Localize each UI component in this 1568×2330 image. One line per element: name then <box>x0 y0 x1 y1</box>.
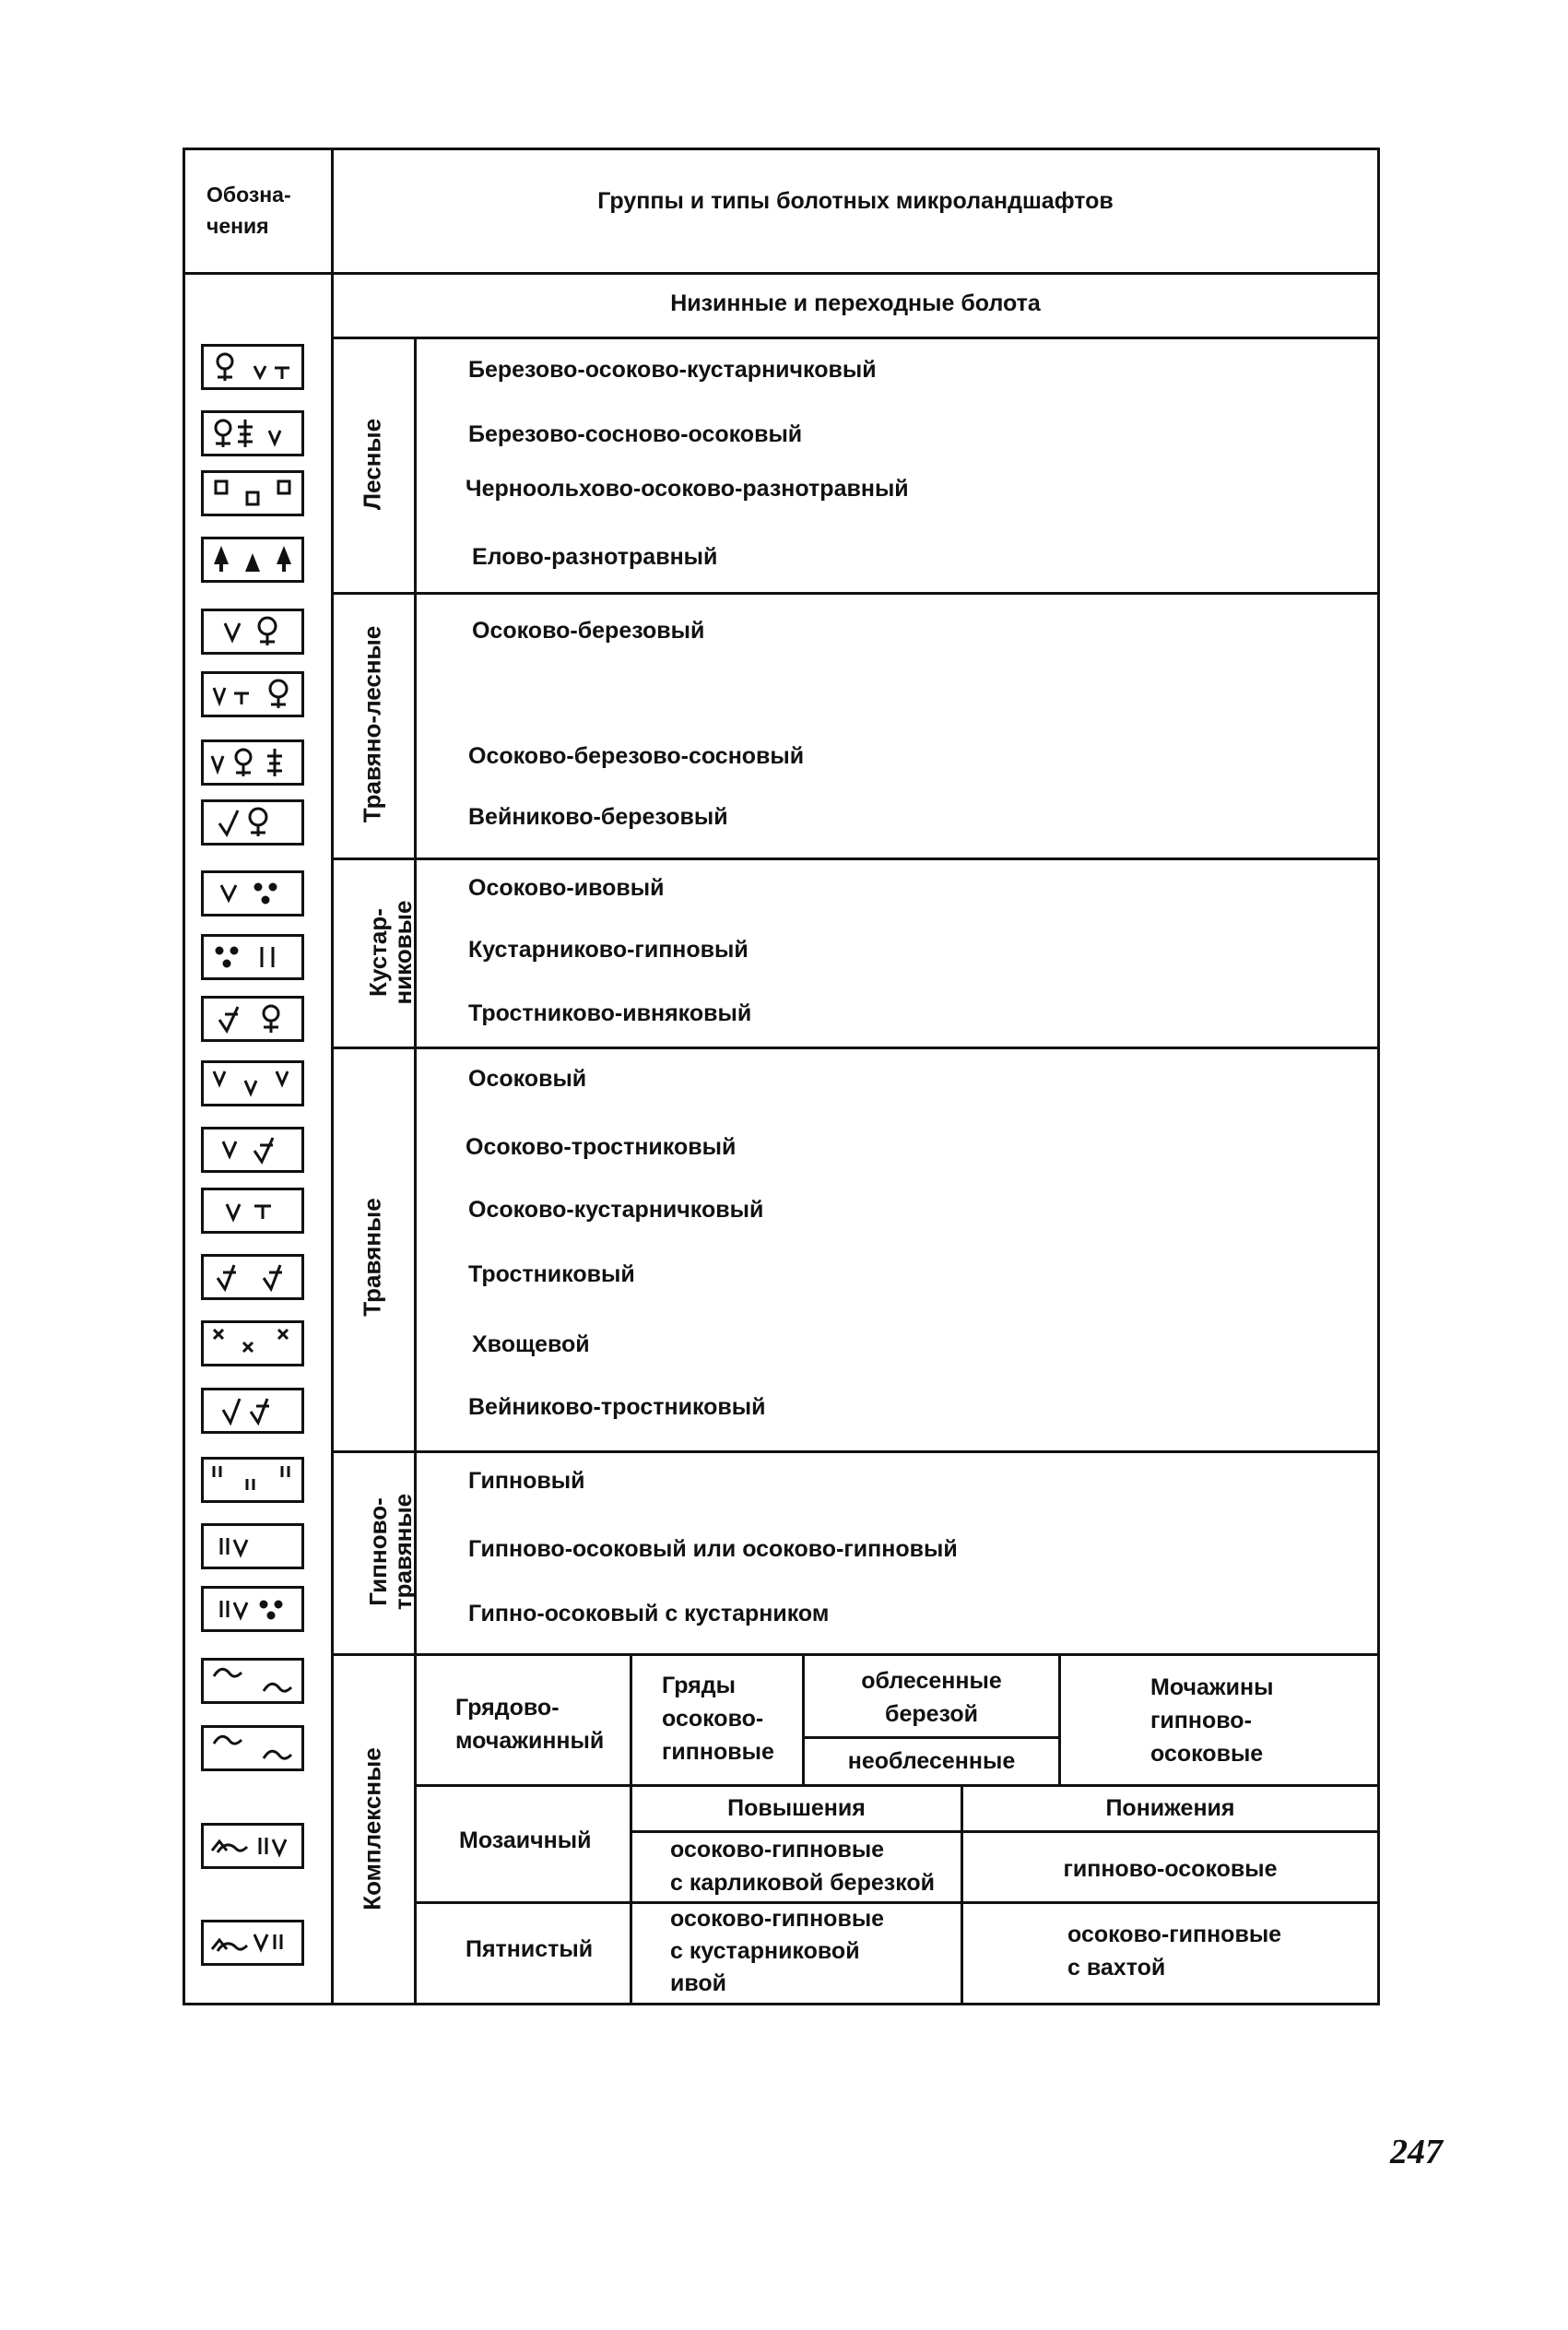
type-label: Тростниковый <box>468 1261 635 1287</box>
alder-herb-symbol <box>201 470 304 516</box>
sedge-shrub-birch-symbol <box>201 671 304 717</box>
complex-type-divider <box>630 1653 632 2005</box>
type-label: Осоково-тростниковый <box>466 1134 737 1160</box>
group-divider-1 <box>331 592 1380 595</box>
reedgrass-birch-symbol <box>201 799 304 846</box>
group-divider-2 <box>331 857 1380 860</box>
ridge-subdivider <box>802 1736 1061 1739</box>
sedge-reed-symbol <box>201 1127 304 1173</box>
group-divider-5 <box>331 1653 1380 1656</box>
sedge-birch-pine-symbol <box>201 739 304 786</box>
mosaic-depressions-value: гипново-осоковые <box>1063 1856 1278 1882</box>
forested-cell: облесенные березой <box>861 1668 1002 1727</box>
type-label: Хвощевой <box>472 1331 590 1357</box>
hypnum-sedge-shrub-symbol <box>201 1586 304 1632</box>
mosaic-elevations-value: осоково-гипновые с карликовой березкой <box>670 1837 936 1896</box>
complex-type-ridge: Грядово- мочажинный <box>455 1695 605 1754</box>
complex-row-divider-2 <box>414 1901 1380 1904</box>
group-divider-4 <box>331 1450 1380 1453</box>
table-border-bottom <box>183 2003 1377 2005</box>
group-label-grass-forest: Травяно-лесные <box>358 625 386 823</box>
ridge-hollow-symbol-2 <box>201 1725 304 1771</box>
type-label: Гипново-осоковый или осоково-гипновый <box>468 1536 958 1562</box>
page-number: 247 <box>1390 2133 1443 2171</box>
sedge-symbol <box>201 1060 304 1106</box>
group-label-hypnum-grass: Гипново- травяные <box>364 1493 417 1611</box>
birch-pine-sedge-symbol <box>201 410 304 456</box>
type-label: Березово-сосново-осоковый <box>468 421 803 447</box>
type-label: Тростниково-ивняковый <box>468 1000 752 1026</box>
sedge-shrublet-symbol <box>201 1188 304 1234</box>
type-label: Гипновый <box>468 1468 585 1494</box>
group-label-grass: Травяные <box>358 1198 386 1317</box>
symbol-column-divider <box>331 148 334 2005</box>
type-label: Вейниково-березовый <box>468 804 728 830</box>
type-label: Осоково-кустарничковый <box>468 1197 764 1223</box>
reed-willow-symbol <box>201 996 304 1042</box>
complex-type-spotted: Пятнистый <box>466 1936 594 1962</box>
sedge-birch-symbol <box>201 609 304 655</box>
group-label-complex: Комплексные <box>358 1747 386 1910</box>
birch-sedge-shrub-symbol <box>201 344 304 390</box>
type-label: Черноольхово-осоково-разнотравный <box>466 476 909 502</box>
table-border-top <box>183 148 1377 150</box>
hypnum-sedge-symbol <box>201 1523 304 1569</box>
mosaic-symbol <box>201 1823 304 1869</box>
header-divider <box>183 272 1380 275</box>
type-label: Осоково-ивовый <box>468 875 665 901</box>
spruce-herb-symbol <box>201 537 304 583</box>
group-label-forest: Лесные <box>358 418 386 511</box>
type-label: Кустарниково-гипновый <box>468 937 749 963</box>
type-label: Березово-осоково-кустарничковый <box>468 357 877 383</box>
designations-header: Обозна- чения <box>206 183 291 238</box>
group-divider-3 <box>331 1047 1380 1049</box>
type-label: Вейниково-тростниковый <box>468 1394 766 1420</box>
spotted-symbol <box>201 1920 304 1966</box>
table-border-right <box>1377 148 1380 2005</box>
unforested-cell: необлесенные <box>847 1748 1016 1774</box>
ridge-divider-2 <box>1058 1653 1061 1784</box>
table-border-left <box>183 148 185 2005</box>
subtitle-divider <box>331 337 1380 339</box>
type-label: Гипно-осоковый с кустарником <box>468 1601 830 1626</box>
reed-symbol <box>201 1254 304 1300</box>
group-column-divider <box>414 337 417 2005</box>
table-subtitle: Низинные и переходные болота <box>670 290 1041 316</box>
type-label: Осоково-березовый <box>472 618 705 644</box>
type-label: Осоково-березово-сосновый <box>468 743 805 769</box>
spotted-elevations-value: осоково-гипновые с кустарниковой ивой <box>670 1906 885 1996</box>
horsetail-symbol <box>201 1320 304 1366</box>
ridges-cell: Гряды осоково- гипновые <box>662 1673 774 1765</box>
hypnum-symbol <box>201 1457 304 1503</box>
spotted-depressions-value: осоково-гипновые с вахтой <box>1067 1922 1282 1981</box>
depressions-header: Понижения <box>1105 1795 1235 1821</box>
table-title: Группы и типы болотных микроландшафтов <box>597 188 1114 214</box>
reedgrass-reed-symbol <box>201 1388 304 1434</box>
type-label: Елово-разнотравный <box>472 544 718 570</box>
shrub-hypnum-symbol <box>201 934 304 980</box>
elevations-header: Повышения <box>727 1795 866 1821</box>
complex-type-mosaic: Мозаичный <box>459 1827 592 1853</box>
type-label: Осоковый <box>468 1066 587 1092</box>
hollows-cell: Мочажины гипново- осоковые <box>1150 1674 1274 1767</box>
ridge-hollow-symbol-1 <box>201 1658 304 1704</box>
group-label-shrub: Кустар- никовые <box>364 900 417 1005</box>
complex-row-divider-1 <box>414 1784 1380 1787</box>
sedge-willow-symbol <box>201 870 304 917</box>
